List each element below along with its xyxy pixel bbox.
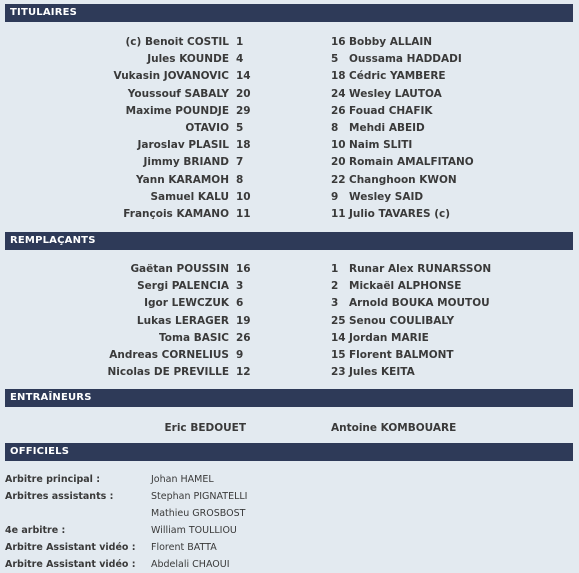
away-player-number: 3 [331,297,339,310]
home-player-name: OTAVIO [185,121,229,134]
official-name: Johan HAMEL [151,474,214,485]
list-item [0,154,579,171]
away-player-name: Senou COULIBALY [349,314,455,327]
home-player-number: 8 [236,173,244,186]
home-player-number: 19 [236,314,251,327]
away-player-number: 15 [331,348,346,361]
list-item [0,206,579,223]
home-player-number: 26 [236,331,251,344]
away-player-number: 9 [331,190,339,203]
away-player-number: 10 [331,139,346,152]
list-item [0,86,579,103]
official-row [0,471,579,488]
away-player-name: Runar Alex RUNARSSON [349,263,492,275]
home-player-name: Vukasin JOVANOVIC [113,70,229,83]
home-player-number: 20 [236,87,251,100]
list-item [0,189,579,206]
official-role: Arbitre principal : [5,474,101,485]
home-player-name: Samuel KALU [150,190,229,203]
official-name: Abdelali CHAOUI [151,559,230,570]
home-player-number: 9 [236,348,244,361]
official-name: William TOULLIOU [151,525,237,536]
list-item [0,364,579,381]
away-player-name: Florent BALMONT [349,348,454,361]
official-row [0,505,579,522]
away-player-number: 5 [331,53,339,66]
home-player-name: Andreas CORNELIUS [109,348,229,361]
remplacants-list [0,261,579,381]
list-item [0,261,579,278]
home-coach-name: Eric BEDOUET [164,422,246,434]
away-player-name: Oussama HADDADI [349,53,462,66]
home-player-number: 18 [236,139,251,152]
official-role: Arbitre Assistant vidéo : [5,559,136,570]
home-player-name: Jaroslav PLASIL [137,139,229,152]
away-player-number: 23 [331,366,346,379]
home-player-name: Igor LEWCZUK [144,297,229,310]
away-player-number: 16 [331,36,346,48]
away-player-name: Bobby ALLAIN [349,36,433,48]
home-player-number: 14 [236,70,251,83]
away-player-number: 8 [331,121,339,134]
list-item [0,172,579,189]
away-player-number: 20 [331,156,346,169]
section-header-officiels: OFFICIELS [5,443,573,461]
official-name: Mathieu GROSBOST [151,508,246,519]
list-item [0,51,579,68]
home-player-name: François KAMANO [123,207,229,220]
home-player-number: 16 [236,263,251,275]
list-item [0,68,579,85]
home-player-name: Gaëtan POUSSIN [130,263,229,275]
official-role: Arbitre Assistant vidéo : [5,542,136,553]
home-player-name: (c) Benoit COSTIL [125,36,229,48]
official-name: Florent BATTA [151,542,217,553]
list-item [0,137,579,154]
away-player-name: Mickaël ALPHONSE [349,280,462,293]
section-header-titulaires: TITULAIRES [5,4,573,22]
away-player-name: Mehdi ABEID [349,121,425,134]
home-player-number: 5 [236,121,244,134]
home-player-number: 12 [236,366,251,379]
home-player-name: Nicolas DE PREVILLE [107,366,229,379]
official-row [0,522,579,539]
home-player-name: Sergi PALENCIA [137,280,229,293]
away-player-number: 14 [331,331,346,344]
titulaires-list [0,34,579,223]
home-player-number: 10 [236,190,251,203]
away-player-name: Naim SLITI [349,139,413,152]
away-player-number: 11 [331,207,346,220]
official-role: Arbitres assistants : [5,491,114,502]
home-player-name: Yann KARAMOH [136,173,229,186]
away-player-number: 2 [331,280,339,293]
list-item [0,347,579,364]
away-player-name: Changhoon KWON [349,173,457,186]
away-player-name: Wesley LAUTOA [349,87,442,100]
away-player-name: Wesley SAID [349,190,424,203]
home-player-number: 29 [236,104,251,117]
away-player-number: 1 [331,263,339,275]
home-player-number: 11 [236,207,251,220]
home-player-name: Lukas LERAGER [136,314,229,327]
officiels-list [0,471,579,573]
home-player-name: Maxime POUNDJE [125,104,229,117]
home-player-number: 1 [236,36,244,48]
away-player-name: Arnold BOUKA MOUTOU [349,297,490,310]
home-player-number: 3 [236,280,244,293]
list-item [0,330,579,347]
home-player-name: Jimmy BRIAND [143,156,229,169]
away-player-name: Jules KEITA [349,366,415,379]
home-player-name: Toma BASIC [159,331,229,344]
official-row [0,539,579,556]
home-player-name: Youssouf SABALY [127,87,229,100]
list-item [0,313,579,330]
away-player-name: Jordan MARIE [349,331,429,344]
home-player-number: 7 [236,156,244,169]
list-item [0,295,579,312]
list-item [0,120,579,137]
away-player-name: Fouad CHAFIK [349,104,433,117]
away-player-number: 26 [331,104,346,117]
list-item [0,103,579,120]
away-player-number: 24 [331,87,346,100]
official-role: 4e arbitre : [5,525,66,536]
away-player-number: 22 [331,173,346,186]
away-player-number: 18 [331,70,346,83]
away-coach-name: Antoine KOMBOUARE [331,422,457,434]
home-player-number: 4 [236,53,244,66]
away-player-number: 25 [331,314,346,327]
home-player-number: 6 [236,297,244,310]
section-header-remplacants: REMPLAÇANTS [5,232,573,250]
official-row [0,488,579,505]
official-row [0,556,579,573]
home-player-name: Jules KOUNDE [147,53,229,66]
away-player-name: Cédric YAMBERE [349,70,446,83]
coaches-row [0,420,579,436]
away-player-name: Romain AMALFITANO [349,156,474,169]
official-name: Stephan PIGNATELLI [151,491,248,502]
section-header-entraineurs: ENTRAÎNEURS [5,389,573,407]
list-item [0,278,579,295]
away-player-name: Julio TAVARES (c) [349,207,451,220]
list-item [0,34,579,51]
